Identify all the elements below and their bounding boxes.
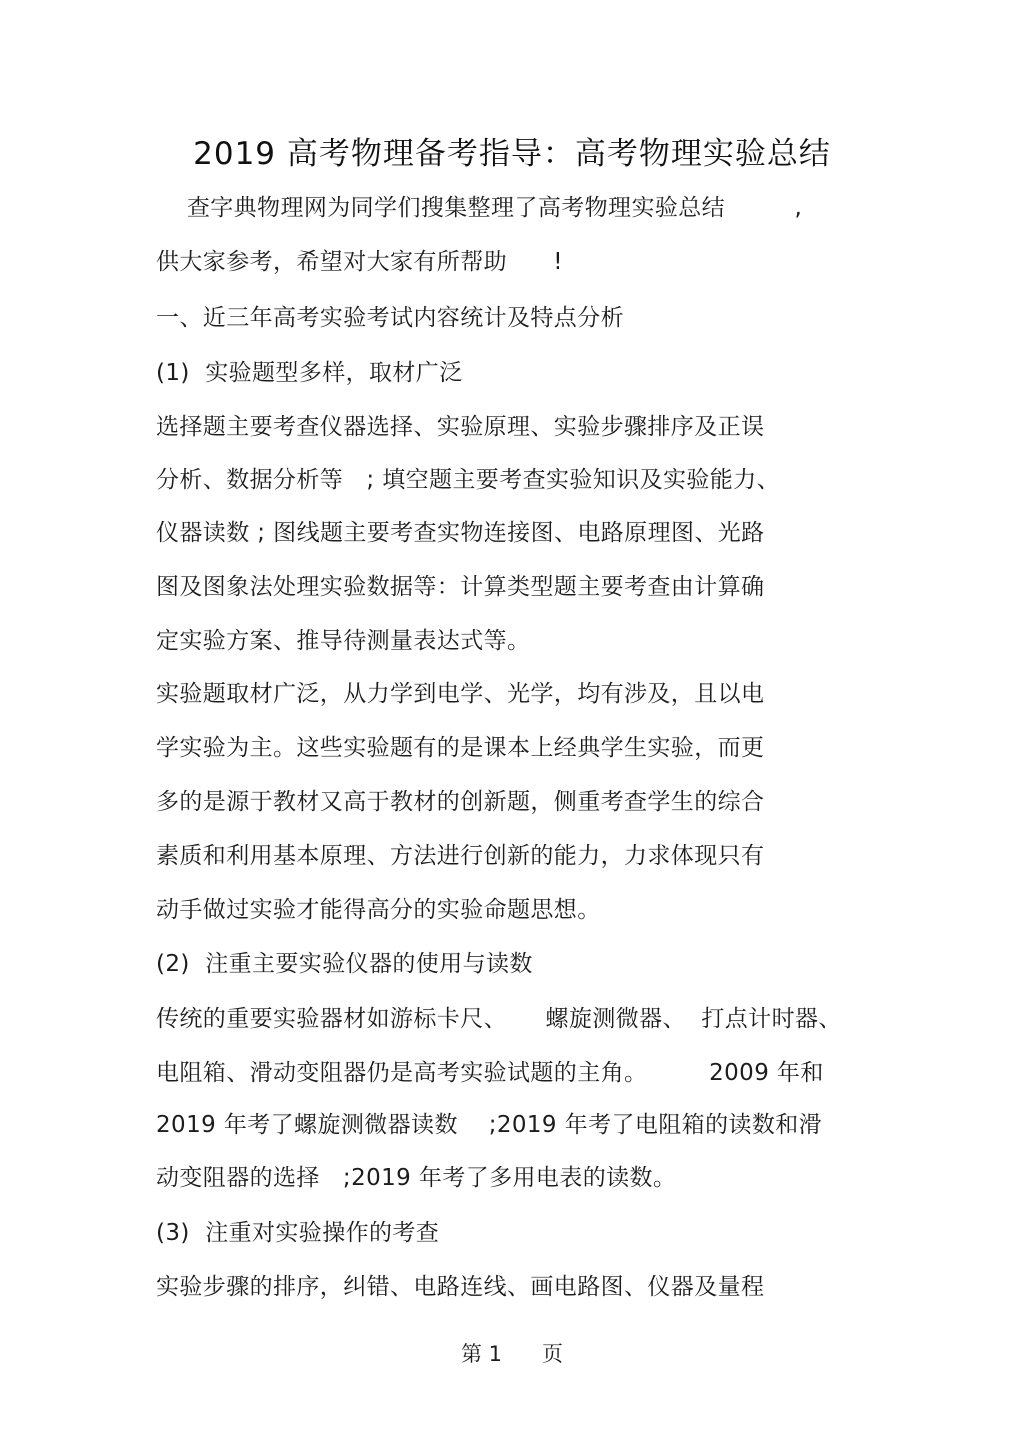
paragraph-line: 查字典物理网为同学们搜集整理了高考物理实验总结 , [156, 195, 803, 221]
paragraph-line: 素质和利用基本原理、方法进行创新的能力，力求体现只有 [156, 843, 765, 869]
paragraph-line: 动变阻器的选择 ;2019 年考了多用电表的读数。 [156, 1165, 677, 1191]
subsection-heading: (1) 实验题型多样，取材广泛 [156, 360, 463, 386]
page-number: 第 1 页 [460, 1342, 564, 1366]
paragraph-line: 定实验方案、推导待测量表达式等。 [156, 628, 531, 654]
paragraph-line: 选择题主要考查仪器选择、实验原理、实验步骤排序及正误 [156, 414, 765, 440]
paragraph-line: 学实验为主。这些实验题有的是课本上经典学生实验，而更 [156, 735, 765, 761]
paragraph-line: 多的是源于教材又高于教材的创新题，侧重考查学生的综合 [156, 789, 765, 815]
paragraph-line: 电阻箱、滑动变阻器仍是高考实验试题的主角。 2009 年和 [156, 1060, 824, 1086]
paragraph-line: 动手做过实验才能得高分的实验命题思想。 [156, 897, 601, 923]
paragraph-line: 实验题取材广泛，从力学到电学、光学，均有涉及，且以电 [156, 681, 765, 707]
paragraph-line: 实验步骤的排序，纠错、电路连线、画电路图、仪器及量程 [156, 1274, 765, 1300]
paragraph-line: 供大家参考，希望对大家有所帮助 ! [156, 249, 563, 275]
paragraph-line: 2019 年考了螺旋测微器读数 ;2019 年考了电阻箱的读数和滑 [156, 1112, 823, 1138]
paragraph-line: 仪器读数 ; 图线题主要考查实物连接图、电路原理图、光路 [156, 520, 765, 546]
paragraph-line: 图及图象法处理实验数据等：计算类型题主要考查由计算确 [156, 574, 765, 600]
document-title: 2019 高考物理备考指导：高考物理实验总结 [193, 136, 831, 172]
subsection-heading: (3) 注重对实验操作的考查 [156, 1220, 440, 1246]
paragraph-line: 分析、数据分析等 ; 填空题主要考查实验知识及实验能力、 [156, 467, 780, 493]
subsection-heading: (2) 注重主要实验仪器的使用与读数 [156, 951, 533, 977]
paragraph-line: 传统的重要实验器材如游标卡尺、 螺旋测微器、 打点计时器、 [156, 1006, 842, 1032]
section-heading: 一、近三年高考实验考试内容统计及特点分析 [156, 305, 624, 331]
